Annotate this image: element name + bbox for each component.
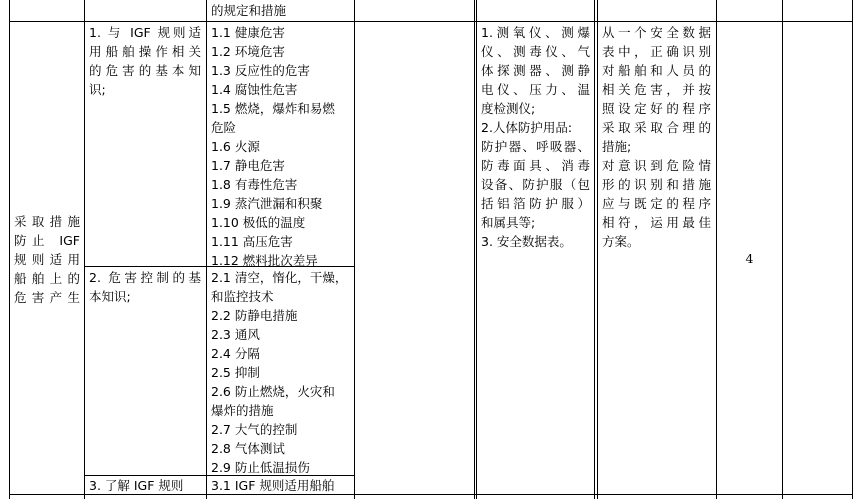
cell-line: 危险 <box>211 120 237 135</box>
cell-line: 识; <box>89 82 106 97</box>
cell-line: 对船舶和人员的 <box>602 63 711 78</box>
cell-line: 1.测氧仪、测爆 <box>481 25 590 40</box>
hours-cell <box>717 249 782 268</box>
cell-line: 1.8 有毒性危害 <box>211 177 298 192</box>
cell-line: 表中，正确识别 <box>602 44 711 59</box>
cell-line: 1.1 健康危害 <box>211 25 285 40</box>
cell-line: 电仪、压力、温 <box>481 82 590 97</box>
cell-line: 2.9 防止低温损伤 <box>211 460 310 475</box>
grid-line <box>9 21 853 22</box>
knowledge-2-items <box>211 268 347 477</box>
cell-line: 2.1 清空，惰化，干燥， <box>211 270 348 285</box>
cell-line: 1.10 极低的温度 <box>211 215 306 230</box>
cell-line: 从一个安全数据 <box>602 25 711 40</box>
cell-line: 危害产生 <box>14 290 80 305</box>
knowledge-2-title <box>89 268 201 306</box>
cell-line: 2.3 通风 <box>211 327 260 342</box>
grid-line <box>782 0 783 499</box>
cell-line: 防止 IGF <box>14 233 80 248</box>
cell-line: 本知识; <box>89 289 131 304</box>
cell-line: 1.2 环境危害 <box>211 44 285 59</box>
cell-line: 仪、测毒仪、气 <box>481 44 590 59</box>
cell-line: 方案。 <box>602 234 640 249</box>
grid-line <box>9 0 10 499</box>
grid-line <box>476 0 477 499</box>
cell-line: 用船舶操作相关 <box>89 44 201 59</box>
cell-line: 1.6 火源 <box>211 139 260 154</box>
cell-line: 1.11 高压危害 <box>211 234 293 249</box>
grid-line <box>84 0 85 499</box>
cell-line: 相关危害，并按 <box>602 82 711 97</box>
cell-line: 1.4 腐蚀性危害 <box>211 82 298 97</box>
cell-line: 形的识别和措施 <box>602 177 711 192</box>
cell-text: 的规定和措施 <box>211 3 287 18</box>
cell-line: 2.4 分隔 <box>211 346 260 361</box>
hours-value: 4 <box>745 251 754 266</box>
knowledge-cell-top <box>211 1 286 20</box>
cell-line: 采取措施 <box>14 214 80 229</box>
cell-line: 爆炸的措施 <box>211 403 274 418</box>
knowledge-3-items <box>211 476 334 495</box>
cell-line: 相符，运用最佳 <box>602 215 711 230</box>
cell-line: 应与既定的程序 <box>602 196 711 211</box>
knowledge-3-title <box>89 476 183 495</box>
knowledge-1-items <box>211 23 335 270</box>
function-cell <box>14 212 80 307</box>
cell-line: 3. 安全数据表。 <box>481 234 572 249</box>
cell-line: 1.3 反应性的危害 <box>211 63 310 78</box>
cell-line: 和属具等; <box>481 215 536 230</box>
grid-line <box>597 0 598 499</box>
cell-line: 2.2 防静电措施 <box>211 308 298 323</box>
cell-line: 度检测仪; <box>481 101 536 116</box>
cell-line: 措施; <box>602 139 632 154</box>
grid-line <box>852 0 853 499</box>
cell-line: 2. 危害控制的基 <box>89 270 201 285</box>
equipment-cell <box>481 23 590 251</box>
cell-line: 2.5 抑制 <box>211 365 260 380</box>
grid-line <box>206 0 207 499</box>
cell-line: 防护器、呼吸器、 <box>481 139 590 154</box>
cell-line: 采取采取合理的 <box>602 120 711 135</box>
cell-line: 的危害的基本知 <box>89 63 201 78</box>
grid-line <box>354 0 355 499</box>
cell-line: 2.6 防止燃烧，火灾和 <box>211 384 335 399</box>
cell-line: 3. 了解 IGF 规则 <box>89 478 184 493</box>
knowledge-1-title <box>89 23 201 99</box>
cell-line: 括铝箔防护服） <box>481 196 590 211</box>
cell-line: 1. 与 IGF 规则适 <box>89 25 201 40</box>
cell-line: 船舶上的 <box>14 271 80 286</box>
cell-line: 防毒面具、消毒 <box>481 158 590 173</box>
cell-line: 2.人体防护用品: <box>481 120 573 135</box>
cell-line: 3.1 IGF 规则适用船舶 <box>211 478 335 493</box>
grid-line <box>474 0 475 499</box>
cell-line: 1.12 燃料批次差异 <box>211 253 318 268</box>
grid-line <box>594 0 595 499</box>
cell-line: 设备、防护服（包 <box>481 177 590 192</box>
cell-line: 1.7 静电危害 <box>211 158 285 173</box>
criteria-cell <box>602 23 711 251</box>
cell-line: 1.5 燃烧，爆炸和易燃 <box>211 101 335 116</box>
cell-line: 体探测器、测静 <box>481 63 590 78</box>
cell-line: 规则适用 <box>14 252 80 267</box>
cell-line: 1.9 蒸汽泄漏和积聚 <box>211 196 323 211</box>
cell-line: 2.8 气体测试 <box>211 441 285 456</box>
cell-line: 和监控技术 <box>211 289 274 304</box>
cell-line: 2.7 大气的控制 <box>211 422 298 437</box>
cell-line: 照设定好的程序 <box>602 101 711 116</box>
cell-line: 对意识到危险情 <box>602 158 711 173</box>
